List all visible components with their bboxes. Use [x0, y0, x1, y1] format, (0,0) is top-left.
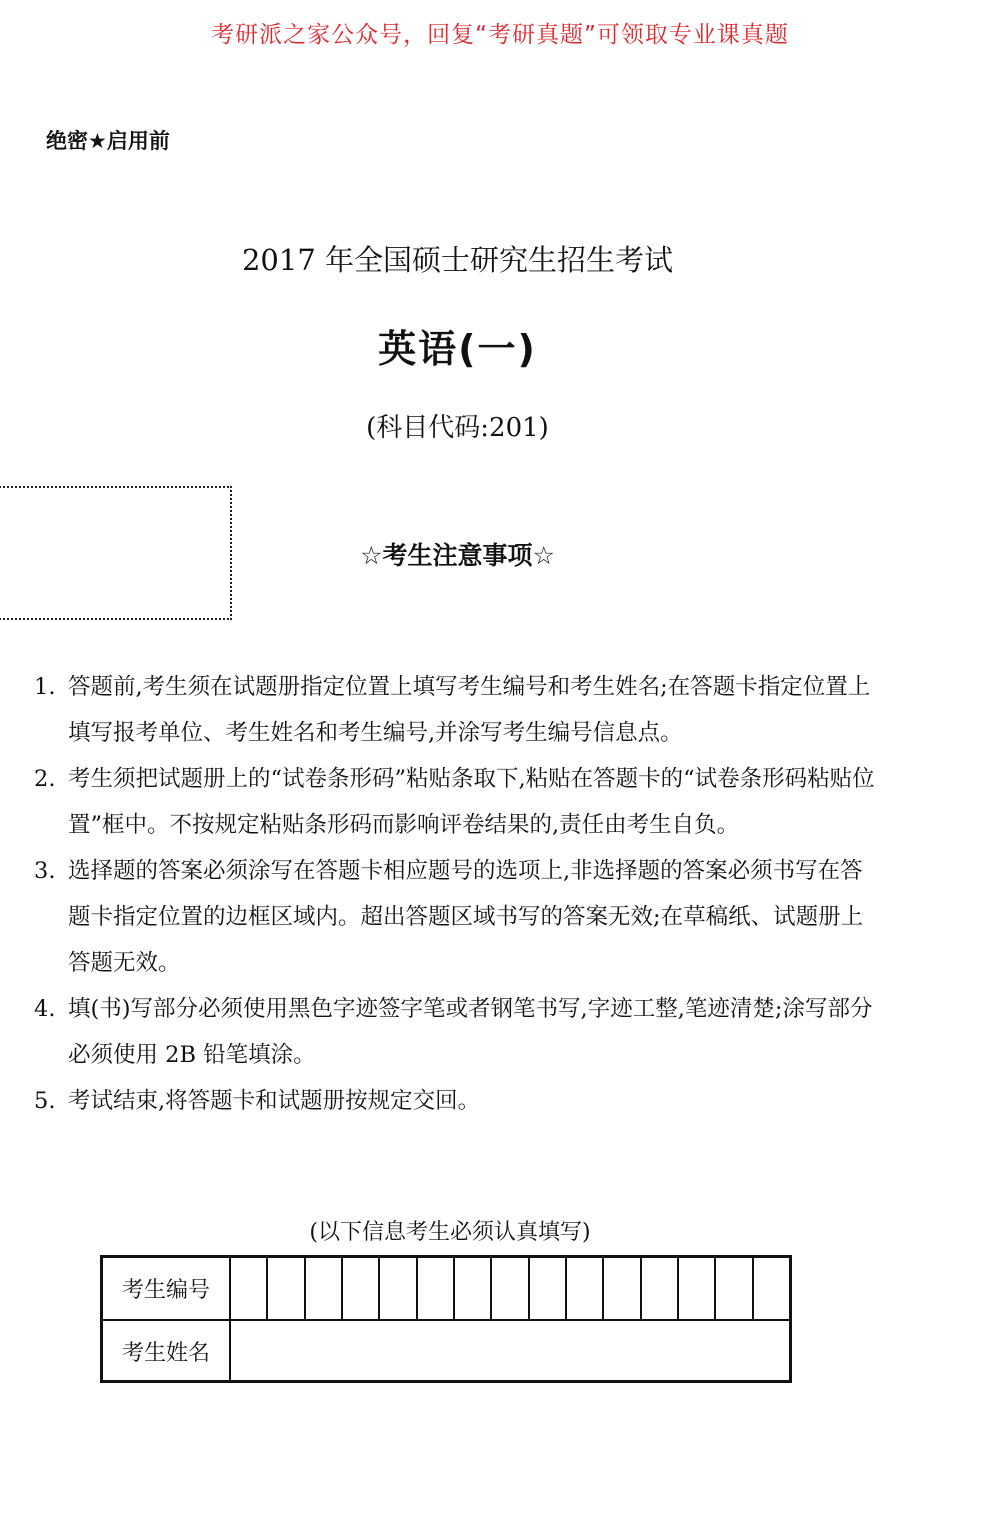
watermark-banner: 考研派之家公众号，回复“考研真题”可领取专业课真题 [211, 22, 789, 48]
rule-text: 选择题的答案必须涂写在答题卡相应题号的选项上,非选择题的答案必须书写在答题卡指定位置的边框区域内。超出答题区域书写的答案无效;在草稿纸、试题册上答题无效。 [68, 858, 864, 976]
candidate-id-cell[interactable] [231, 1258, 268, 1319]
rule-number: 4. [34, 996, 56, 1022]
exam-title: 2017 年全国硕士研究生招生考试 [241, 243, 674, 277]
rule-item [34, 848, 884, 986]
candidate-id-row [103, 1258, 789, 1319]
candidate-id-cell[interactable] [455, 1258, 492, 1319]
classification-label: 绝密★启用前 [46, 129, 170, 153]
rule-item [34, 664, 884, 756]
candidate-name-label: 考生姓名 [103, 1321, 231, 1382]
candidate-id-cell[interactable] [716, 1258, 753, 1319]
candidate-id-cells [231, 1258, 789, 1319]
rule-text: 考生须把试题册上的“试卷条形码”粘贴条取下,粘贴在答题卡的“试卷条形码粘贴位置”框中。不按规定粘贴条形码而影响评卷结果的,责任由考生自负。 [68, 766, 875, 838]
rule-text: 答题前,考生须在试题册指定位置上填写考生编号和考生姓名;在答题卡指定位置上填写报考单位、考生姓名和考生编号,并涂写考生编号信息点。 [68, 674, 871, 746]
notice-heading: ☆考生注意事项☆ [360, 541, 555, 570]
rule-number: 1. [34, 674, 56, 700]
candidate-info-table [100, 1255, 792, 1383]
rule-text: 考试结束,将答题卡和试题册按规定交回。 [68, 1088, 481, 1114]
candidate-id-cell[interactable] [754, 1258, 789, 1319]
candidate-id-cell[interactable] [306, 1258, 343, 1319]
candidate-name-field[interactable] [231, 1321, 789, 1382]
rule-item [34, 986, 884, 1078]
candidate-id-cell[interactable] [418, 1258, 455, 1319]
candidate-id-label: 考生编号 [103, 1258, 231, 1319]
rule-item [34, 1078, 884, 1124]
rules-list [34, 664, 884, 1124]
candidate-id-cell[interactable] [642, 1258, 679, 1319]
candidate-name-row [103, 1319, 789, 1382]
candidate-id-cell[interactable] [604, 1258, 641, 1319]
rule-number: 2. [34, 766, 56, 792]
candidate-id-cell[interactable] [567, 1258, 604, 1319]
candidate-id-cell[interactable] [492, 1258, 529, 1319]
candidate-id-cell[interactable] [530, 1258, 567, 1319]
info-caption: (以下信息考生必须认真填写) [309, 1220, 591, 1245]
rule-item [34, 756, 884, 848]
candidate-id-cell[interactable] [380, 1258, 417, 1319]
candidate-id-cell[interactable] [679, 1258, 716, 1319]
candidate-id-cell[interactable] [343, 1258, 380, 1319]
rule-number: 3. [34, 858, 56, 884]
subject-title: 英语(一) [378, 327, 537, 371]
rule-number: 5. [34, 1088, 56, 1114]
subject-code: (科目代码:201) [366, 413, 549, 443]
rule-text: 填(书)写部分必须使用黑色字迹签字笔或者钢笔书写,字迹工整,笔迹清楚;涂写部分必须使用 2B 铅笔填涂。 [68, 996, 873, 1068]
candidate-id-cell[interactable] [268, 1258, 305, 1319]
